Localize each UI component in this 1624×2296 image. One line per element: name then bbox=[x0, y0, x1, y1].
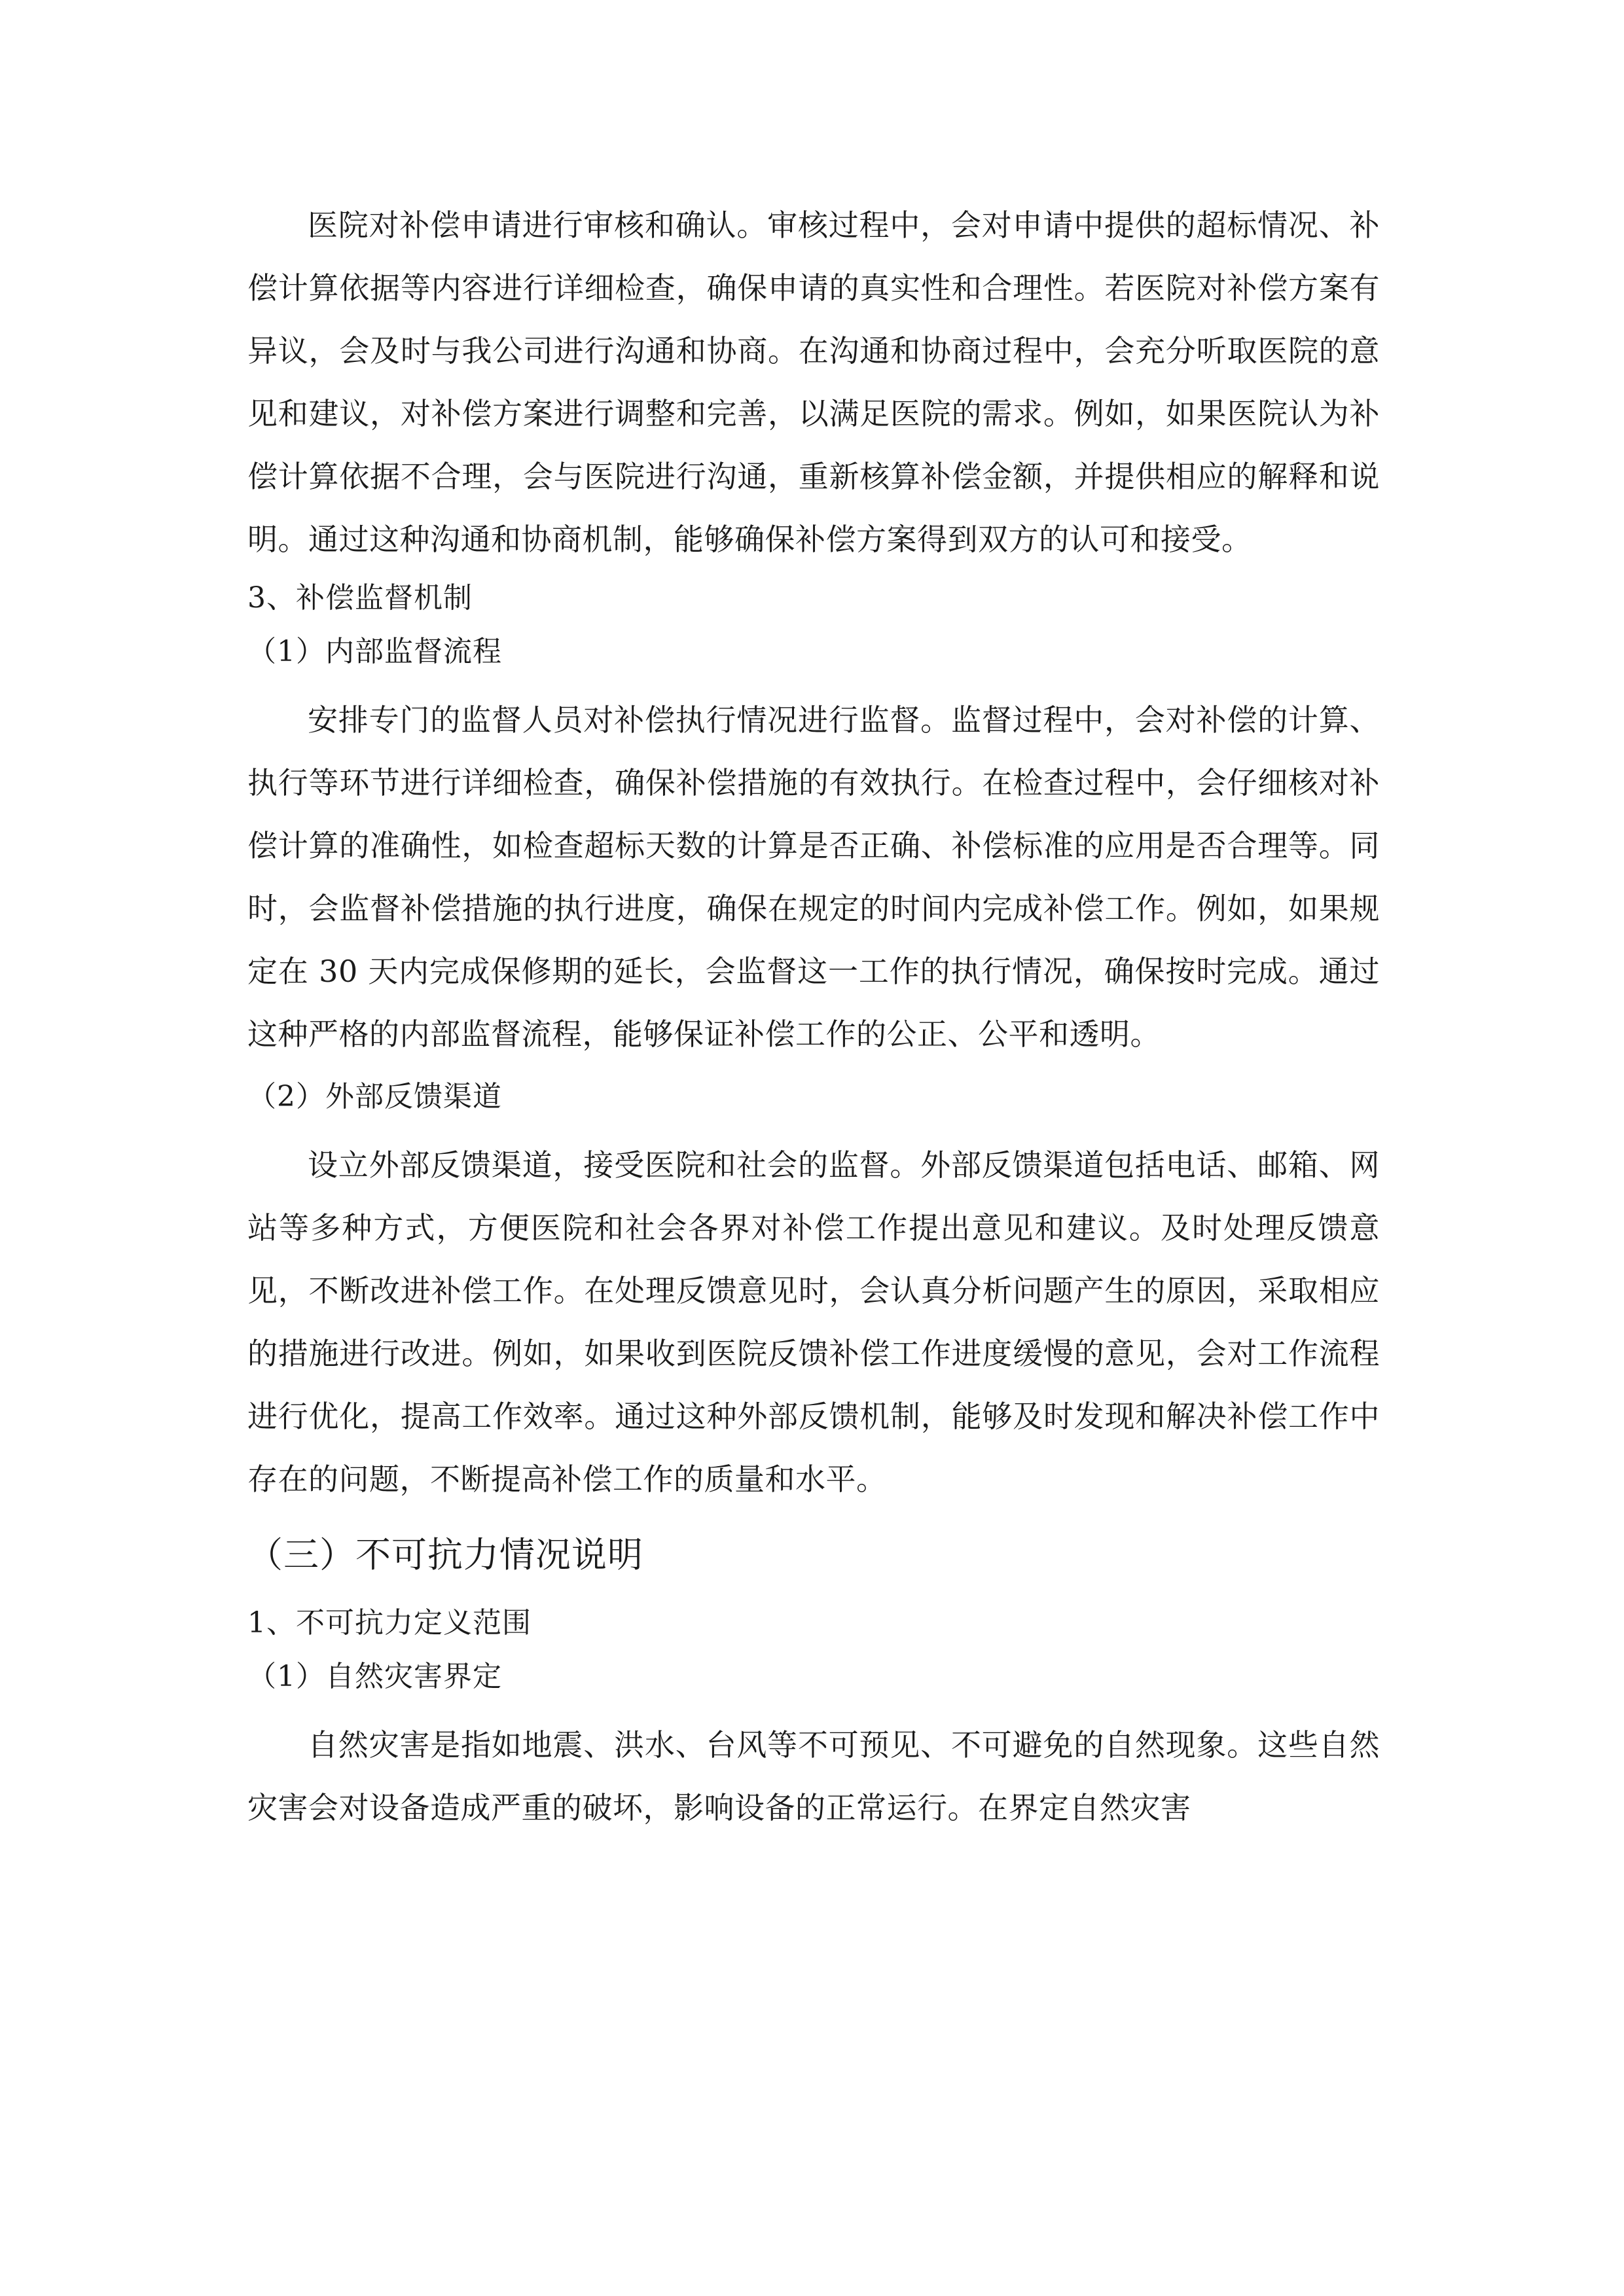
section-title-force-majeure: （三）不可抗力情况说明 bbox=[247, 1534, 643, 1575]
paragraph-natural-disaster: 自然灾害是指如地震、洪水、台风等不可预见、不可避免的自然现象。这些自然灾害会对设备造成严重的破坏，影响设备的正常运行。在界定自然灾害 bbox=[247, 1727, 1380, 1825]
document-body bbox=[247, 194, 1380, 1839]
heading-compensation-supervision: 3、补偿监督机制 bbox=[247, 581, 473, 615]
subheading-internal-supervision: （1）内部监督流程 bbox=[247, 635, 502, 668]
subheading-natural-disaster: （1）自然灾害界定 bbox=[247, 1660, 502, 1693]
heading-force-majeure-definition: 1、不可抗力定义范围 bbox=[247, 1606, 532, 1640]
paragraph-internal-supervision: 安排专门的监督人员对补偿执行情况进行监督。监督过程中，会对补偿的计算、执行等环节进行详细检查，确保补偿措施的有效执行。在检查过程中，会仔细核对补偿计算的准确性，如检查超标天数的计算是否正确、补偿标准的应用是否合理等。同时，会监督补偿措施的执行进度，确保在规定的时间内完成补偿工作。例如，如果规定在 30 天内完成保修期的延长，会监督这一工作的执行情况，确保按时完成。通过这种严格的内部监督流程，能够保证补偿工作的公正、公平和透明。 bbox=[247, 702, 1380, 1052]
paragraph-hospital-review: 医院对补偿申请进行审核和确认。审核过程中，会对申请中提供的超标情况、补偿计算依据等内容进行详细检查，确保申请的真实性和合理性。若医院对补偿方案有异议，会及时与我公司进行沟通和协商。在沟通和协商过程中，会充分听取医院的意见和建议，对补偿方案进行调整和完善，以满足医院的需求。例如，如果医院认为补偿计算依据不合理，会与医院进行沟通，重新核算补偿金额，并提供相应的解释和说明。通过这种沟通和协商机制，能够确保补偿方案得到双方的认可和接受。 bbox=[247, 207, 1380, 557]
paragraph-external-feedback: 设立外部反馈渠道，接受医院和社会的监督。外部反馈渠道包括电话、邮箱、网站等多种方式，方便医院和社会各界对补偿工作提出意见和建议。及时处理反馈意见，不断改进补偿工作。在处理反馈意见时，会认真分析问题产生的原因，采取相应的措施进行改进。例如，如果收到医院反馈补偿工作进度缓慢的意见，会对工作流程进行优化，提高工作效率。通过这种外部反馈机制，能够及时发现和解决补偿工作中存在的问题，不断提高补偿工作的质量和水平。 bbox=[247, 1147, 1380, 1497]
subheading-external-feedback: （2）外部反馈渠道 bbox=[247, 1080, 502, 1113]
